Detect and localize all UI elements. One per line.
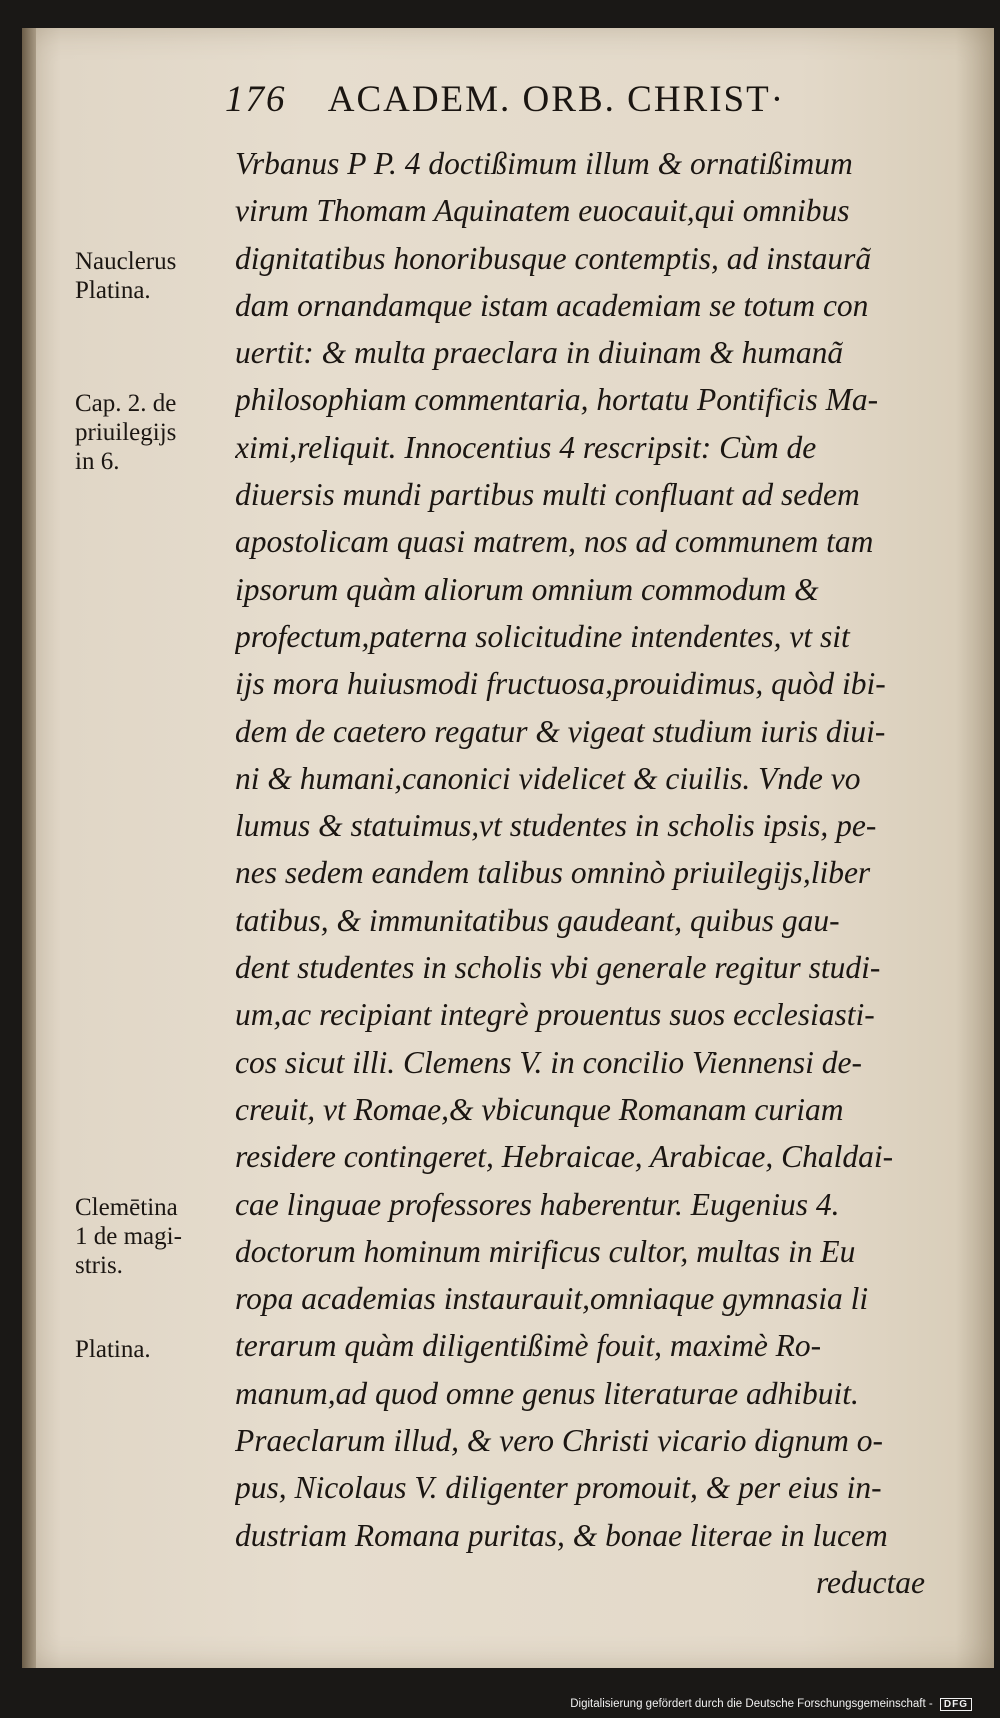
text-line: um,ac recipiant integrè prouentus suos ecclesiasti- xyxy=(235,997,875,1033)
marginal-note-line: Clemētina xyxy=(75,1193,178,1221)
text-line: ropa academias instaurauit,omniaque gymnasia li xyxy=(235,1281,869,1317)
text-line: creuit, vt Romae,& vbicunque Romanam curiam xyxy=(235,1091,844,1127)
marginal-note xyxy=(75,389,176,476)
marginal-note xyxy=(75,1193,182,1280)
page-gutter-edge xyxy=(22,28,36,1668)
dfg-logo: DFG xyxy=(940,1698,972,1711)
page-number: 176 xyxy=(225,79,287,120)
text-line: ijs mora huiusmodi fructuosa,prouidimus, quòd ibi- xyxy=(235,666,886,702)
text-line: manum,ad quod omne genus literaturae adhibuit. xyxy=(235,1375,859,1411)
text-line: terarum quàm diligentißimè fouit, maximè Ro- xyxy=(235,1328,822,1364)
text-line: tatibus, & immunitatibus gaudeant, quibus gau- xyxy=(235,902,840,938)
marginal-note-line: Cap. 2. de xyxy=(75,389,177,417)
text-line: virum Thomam Aquinatem euocauit,qui omnibus xyxy=(235,193,850,229)
text-line: cos sicut illi. Clemens V. in concilio Viennensi de- xyxy=(235,1044,862,1080)
text-line: dustriam Romana puritas, & bonae literae in lucem xyxy=(235,1517,888,1553)
text-line: nes sedem eandem talibus omninò priuilegijs,liber xyxy=(235,855,871,891)
running-head xyxy=(225,78,945,138)
text-line: uertit: & multa praeclara in diuinam & humanã xyxy=(235,335,844,371)
main-text-block xyxy=(235,140,955,1606)
text-line: ximi,reliquit. Innocentius 4 rescripsit: Cùm de xyxy=(235,429,817,465)
text-line: lumus & statuimus,vt studentes in scholis ipsis, pe- xyxy=(235,808,877,844)
marginal-note-line: stris. xyxy=(75,1251,123,1279)
text-line: dem de caetero regatur & vigeat studium iuris diui- xyxy=(235,713,886,749)
text-line: Praeclarum illud, & vero Christi vicario dignum o- xyxy=(235,1423,884,1459)
marginal-note xyxy=(75,247,176,305)
text-line: philosophiam commentaria, hortatu Pontificis Ma- xyxy=(235,382,879,418)
running-title: ACADEM. ORB. CHRIST· xyxy=(327,79,786,120)
text-line: Vrbanus P P. 4 doctißimum illum & ornatißimum xyxy=(235,146,853,181)
text-line: profectum,paterna solicitudine intendentes, vt sit xyxy=(235,618,850,654)
text-line: cae linguae professores haberentur. Eugenius 4. xyxy=(235,1186,840,1222)
text-line: ni & humani,canonici videlicet & ciuilis. Vnde vo xyxy=(235,760,861,796)
marginal-note-line: 1 de magi- xyxy=(75,1222,182,1250)
text-line: diuersis mundi partibus multi confluant ad sedem xyxy=(235,477,860,513)
credit-text: Digitalisierung gefördert durch die Deutsche Forschungsgemeinschaft - xyxy=(570,1698,933,1710)
text-line: dent studentes in scholis vbi generale regitur studi- xyxy=(235,950,881,986)
marginal-note-line: priuilegijs xyxy=(75,418,177,446)
marginal-note xyxy=(75,1335,151,1364)
digitization-credit xyxy=(570,1698,972,1711)
text-line: pus, Nicolaus V. diligenter promouit, & per eius in- xyxy=(235,1470,882,1506)
marginal-note-line: Platina. xyxy=(75,276,151,304)
text-line: doctorum hominum mirificus cultor, multas in Eu xyxy=(235,1233,856,1269)
marginal-note-line: Platina. xyxy=(75,1335,151,1363)
text-line: apostolicam quasi matrem, nos ad communem tam xyxy=(235,524,874,560)
text-line: residere contingeret, Hebraicae, Arabicae, Chaldai- xyxy=(235,1139,894,1175)
text-line: ipsorum quàm aliorum omnium commodum & xyxy=(235,571,819,607)
catchword: reductae xyxy=(815,1564,925,1600)
marginal-note-line: in 6. xyxy=(75,447,120,475)
text-line: dam ornandamque istam academiam se totum con xyxy=(235,287,869,323)
text-line: dignitatibus honoribusque contemptis, ad instaurã xyxy=(235,240,872,276)
marginal-note-line: Nauclerus xyxy=(75,247,177,275)
